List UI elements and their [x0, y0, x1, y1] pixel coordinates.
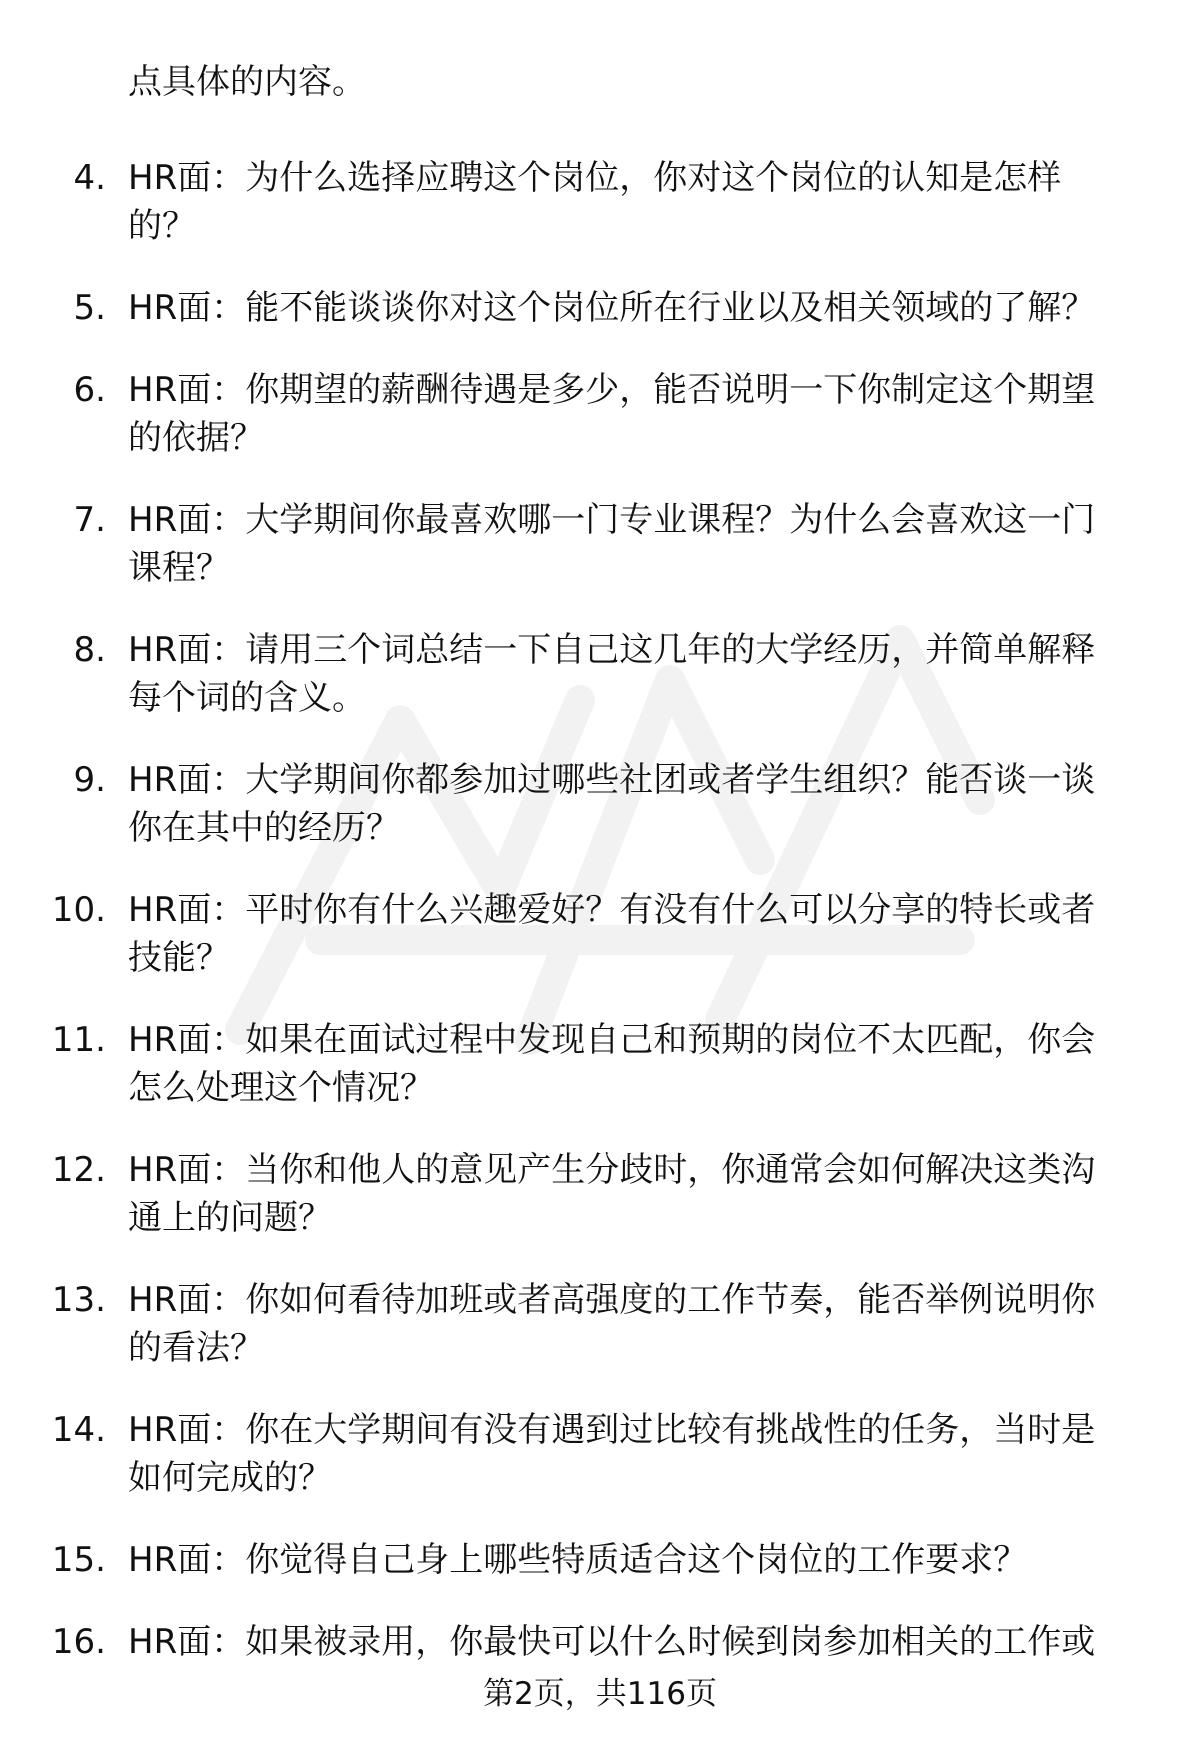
question-text	[128, 1016, 1158, 1112]
question-number: 11.	[51, 1020, 106, 1060]
question-line: 的依据？	[128, 418, 264, 458]
question-line: HR面：为什么选择应聘这个岗位，你对这个岗位的认知是怎样	[128, 158, 1062, 198]
question-number: 12.	[51, 1150, 106, 1190]
question-line: HR面：你在大学期间有没有遇到过比较有挑战性的任务，当时是	[128, 1410, 1096, 1450]
list-item	[0, 626, 1200, 722]
list-item	[0, 886, 1200, 982]
question-number: 16.	[51, 1622, 106, 1662]
question-number: 4.	[73, 158, 106, 198]
question-line: HR面：平时你有什么兴趣爱好？有没有什么可以分享的特长或者	[128, 890, 1096, 930]
question-text	[128, 284, 1158, 332]
question-number: 13.	[51, 1280, 106, 1320]
question-line: 怎么处理这个情况？	[128, 1068, 434, 1108]
question-text	[128, 1406, 1158, 1502]
question-text	[128, 1276, 1158, 1372]
question-line: HR面：如果在面试过程中发现自己和预期的岗位不太匹配，你会	[128, 1020, 1096, 1060]
question-number: 9.	[73, 760, 106, 800]
question-number: 7.	[73, 500, 106, 540]
list-item	[0, 1536, 1200, 1584]
question-line: 每个词的含义。	[128, 678, 366, 718]
question-number: 6.	[73, 370, 106, 410]
question-line: 通上的问题？	[128, 1198, 332, 1238]
question-text	[128, 154, 1158, 250]
list-item	[0, 1618, 1200, 1666]
question-text	[128, 366, 1158, 462]
question-text	[128, 1536, 1158, 1584]
question-line: 技能？	[128, 938, 230, 978]
list-item	[0, 756, 1200, 852]
question-number: 8.	[73, 630, 106, 670]
question-text	[128, 756, 1158, 852]
question-line: 课程？	[128, 548, 230, 588]
question-number: 5.	[73, 288, 106, 328]
question-number: 10.	[51, 890, 106, 930]
page-footer: 第2页，共116页	[483, 1676, 717, 1712]
question-line: 的看法？	[128, 1328, 264, 1368]
question-line: HR面：你如何看待加班或者高强度的工作节奏，能否举例说明你	[128, 1280, 1096, 1320]
question-text	[128, 1618, 1158, 1666]
continuation-text: 点具体的内容。	[128, 62, 366, 102]
question-list	[0, 154, 1200, 1666]
question-line: HR面：能不能谈谈你对这个岗位所在行业以及相关领域的了解？	[128, 288, 1096, 328]
list-item	[0, 1406, 1200, 1502]
list-item	[0, 1016, 1200, 1112]
question-line: 的？	[128, 206, 196, 246]
document-body	[0, 58, 1200, 1700]
question-line: HR面：你期望的薪酬待遇是多少，能否说明一下你制定这个期望	[128, 370, 1096, 410]
list-item	[0, 1276, 1200, 1372]
question-line: HR面：请用三个词总结一下自己这几年的大学经历，并简单解释	[128, 630, 1096, 670]
question-line: HR面：如果被录用，你最快可以什么时候到岗参加相关的工作或	[128, 1622, 1096, 1662]
list-item	[0, 1146, 1200, 1242]
question-text	[128, 886, 1158, 982]
list-item	[0, 496, 1200, 592]
question-line: HR面：你觉得自己身上哪些特质适合这个岗位的工作要求？	[128, 1540, 1028, 1580]
list-item	[0, 154, 1200, 250]
list-item	[0, 284, 1200, 332]
question-number: 15.	[51, 1540, 106, 1580]
question-text	[128, 626, 1158, 722]
question-line: HR面：大学期间你最喜欢哪一门专业课程？为什么会喜欢这一门	[128, 500, 1096, 540]
question-line: 如何完成的？	[128, 1458, 332, 1498]
question-text	[128, 1146, 1158, 1242]
question-line: 你在其中的经历？	[128, 808, 400, 848]
question-text	[128, 496, 1158, 592]
question-line: HR面：大学期间你都参加过哪些社团或者学生组织？能否谈一谈	[128, 760, 1096, 800]
list-item	[0, 366, 1200, 462]
question-line: HR面：当你和他人的意见产生分歧时，你通常会如何解决这类沟	[128, 1150, 1096, 1190]
question-number: 14.	[51, 1410, 106, 1450]
